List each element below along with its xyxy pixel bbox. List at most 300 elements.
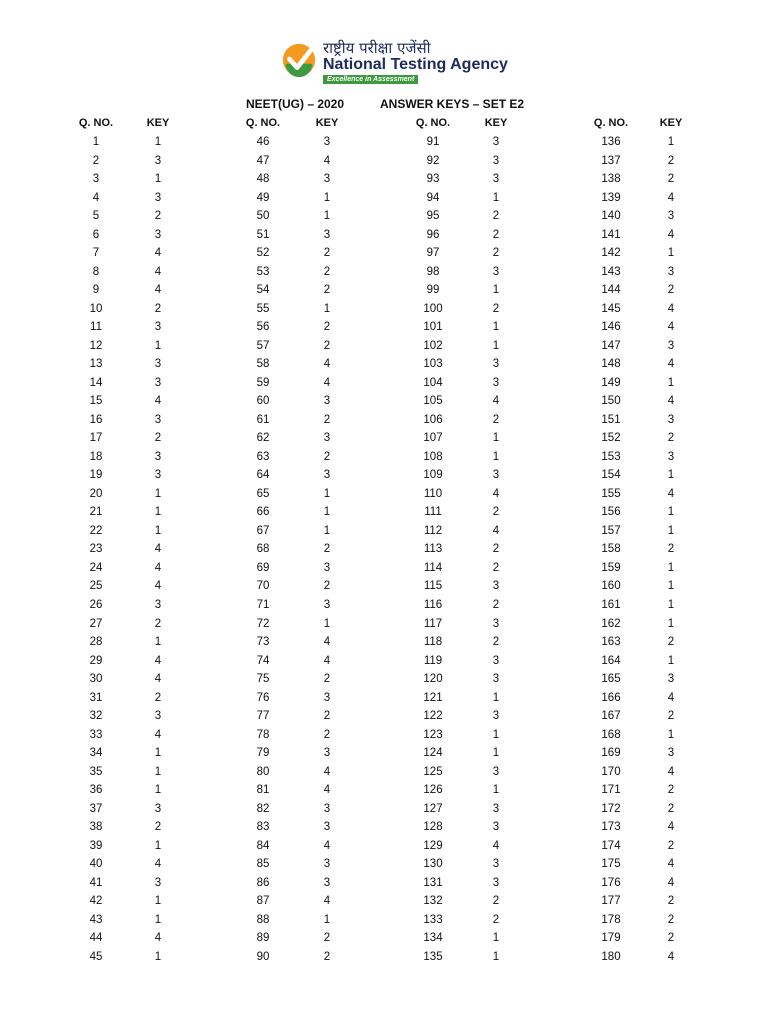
question-number-cell: 63 [256,450,270,463]
question-number-cell: 41 [89,876,103,889]
question-number-cell: 128 [423,821,443,834]
question-number-cell: 57 [256,339,270,352]
question-number-cell: 64 [256,469,270,482]
question-number-cell: 12 [89,339,103,352]
answer-key-cell: 2 [667,913,675,926]
question-number-cell: 37 [89,802,103,815]
nta-logo [280,38,520,88]
answer-key-cell: 3 [154,228,162,241]
answer-key-cell: 1 [667,376,675,389]
question-number-cell: 53 [256,265,270,278]
question-number-cell: 67 [256,524,270,537]
question-number-cell: 123 [423,728,443,741]
answer-key-cell: 3 [667,265,675,278]
question-number-cell: 145 [601,302,621,315]
answer-key-cell: 1 [667,506,675,519]
answer-key-cell: 3 [154,710,162,723]
question-number-cell: 78 [256,728,270,741]
question-number-cell: 77 [256,710,270,723]
answer-key-cell: 1 [492,432,500,445]
question-number-cell: 129 [423,839,443,852]
question-number-cell: 125 [423,765,443,778]
answer-key-cell: 3 [492,358,500,371]
answer-key-cell: 3 [492,469,500,482]
question-number-cell: 98 [426,265,440,278]
answer-key-cell: 3 [492,765,500,778]
question-number-cell: 3 [92,173,100,186]
question-number-cell: 122 [423,710,443,723]
answer-key-cell: 3 [667,450,675,463]
question-number-cell: 121 [423,691,443,704]
question-number-cell: 7 [92,247,100,260]
answer-key-cell: 3 [492,858,500,871]
question-number-cell: 141 [601,228,621,241]
question-number-cell: 154 [601,469,621,482]
answer-key-cell: 2 [667,543,675,556]
answer-key-cell: 3 [492,802,500,815]
answer-key-cell: 4 [492,839,500,852]
question-number-cell: 65 [256,487,270,500]
answer-key-cell: 3 [323,876,331,889]
question-number-cell: 97 [426,247,440,260]
answer-key-cell: 4 [154,580,162,593]
nta-logo-mark-icon [280,41,318,79]
answer-key-cell: 3 [492,617,500,630]
answer-key-cell: 2 [492,561,500,574]
answer-key-cell: 2 [667,284,675,297]
qno-column-header: Q. NO. [245,117,281,129]
question-number-cell: 45 [89,950,103,963]
answer-key-cell: 3 [492,876,500,889]
question-number-cell: 93 [426,173,440,186]
question-number-cell: 111 [424,506,442,519]
question-number-cell: 151 [601,413,621,426]
answer-key-cell: 3 [323,691,331,704]
answer-key-cell: 2 [667,710,675,723]
question-number-cell: 83 [256,821,270,834]
question-number-cell: 80 [256,765,270,778]
question-number-cell: 126 [423,784,443,797]
question-number-cell: 176 [601,876,621,889]
question-number-cell: 1 [92,136,100,148]
answer-key-cell: 2 [492,210,500,223]
question-number-cell: 163 [601,636,621,649]
question-number-cell: 159 [601,561,621,574]
question-number-cell: 21 [89,506,103,519]
question-number-cell: 24 [89,561,103,574]
question-number-cell: 38 [89,821,103,834]
answer-key-cell: 3 [323,802,331,815]
question-number-cell: 118 [423,636,443,649]
answer-key-cell: 3 [492,821,500,834]
answer-key-cell: 2 [323,932,331,945]
answer-key-cell: 3 [323,858,331,871]
answer-key-cell: 1 [492,321,500,334]
question-number-cell: 13 [89,358,103,371]
answer-key-cell: 3 [154,321,162,334]
answer-key-cell: 4 [667,191,675,204]
answer-key-cell: 4 [667,487,675,500]
answer-key-cell: 4 [154,543,162,556]
question-number-cell: 167 [601,710,621,723]
question-number-cell: 162 [601,617,621,630]
answer-key-cell: 2 [323,580,331,593]
answer-key-cell: 2 [154,617,162,630]
question-number-cell: 30 [89,673,103,686]
question-number-cell: 69 [256,561,270,574]
question-number-cell: 49 [256,191,270,204]
question-number-cell: 4 [92,191,100,204]
question-number-cell: 52 [256,247,270,260]
question-number-cell: 170 [601,765,621,778]
question-number-cell: 149 [601,376,621,389]
question-number-cell: 62 [256,432,270,445]
answer-key-cell: 3 [323,599,331,611]
question-number-cell: 139 [601,191,621,204]
question-number-cell: 172 [601,802,621,815]
answer-key-cell: 3 [492,580,500,593]
answer-key-cell: 3 [323,561,331,574]
question-number-cell: 102 [423,339,443,352]
question-number-cell: 15 [89,395,103,408]
question-number-cell: 6 [92,228,100,241]
answer-key-cell: 4 [323,765,331,778]
question-number-cell: 39 [89,839,103,852]
answer-key-cell: 4 [667,691,675,704]
answer-key-cell: 1 [323,617,331,630]
question-number-cell: 25 [89,580,103,593]
answer-key-cell: 4 [323,784,331,797]
answer-key-cell: 3 [323,747,331,760]
answer-key-cell: 3 [492,154,500,167]
question-number-cell: 142 [601,247,621,260]
question-number-cell: 108 [423,450,443,463]
question-number-cell: 133 [423,913,443,926]
question-number-cell: 19 [89,469,103,482]
question-number-cell: 29 [89,654,103,667]
question-number-cell: 70 [256,580,270,593]
question-number-cell: 87 [256,895,270,908]
question-number-cell: 113 [423,543,443,556]
answer-key-cell: 2 [492,543,500,556]
answer-key-cell: 1 [154,839,162,852]
question-number-cell: 74 [256,654,270,667]
question-number-cell: 160 [601,580,621,593]
answer-key-cell: 1 [492,747,500,760]
answer-key-cell: 1 [154,173,162,186]
answer-key-cell: 1 [492,784,500,797]
key-column-header: KEY [315,117,339,129]
question-number-cell: 89 [256,932,270,945]
answer-key-cell: 4 [667,358,675,371]
answer-key-cell: 2 [492,413,500,426]
answer-key-cell: 1 [154,487,162,500]
answer-key-cell: 4 [667,858,675,871]
answer-key-cell: 3 [492,673,500,686]
question-number-cell: 20 [89,487,103,500]
answer-key-cell: 2 [154,432,162,445]
answer-key-cell: 4 [492,524,500,537]
question-number-cell: 165 [601,673,621,686]
answer-key-cell: 2 [323,265,331,278]
answer-key-cell: 4 [492,487,500,500]
qno-column-header: Q. NO. [415,117,451,129]
question-number-cell: 164 [601,654,621,667]
question-number-cell: 8 [92,265,100,278]
answer-key-cell: 4 [154,932,162,945]
answer-key-cell: 2 [323,284,331,297]
question-number-cell: 10 [89,302,103,315]
answer-key-cell: 1 [323,302,331,315]
answer-key-cell: 2 [323,321,331,334]
answer-key-cell: 1 [667,617,675,630]
answer-key-cell: 2 [323,339,331,352]
answer-key-cell: 2 [667,432,675,445]
answer-key-cell: 3 [154,191,162,204]
question-number-cell: 50 [256,210,270,223]
answer-key-cell: 3 [154,469,162,482]
answer-key-cell: 2 [154,821,162,834]
key-column-header: KEY [659,117,683,129]
question-number-cell: 169 [601,747,621,760]
answer-key-cell: 1 [323,506,331,519]
answer-key-cell: 3 [492,265,500,278]
question-number-cell: 138 [601,173,621,186]
question-number-cell: 54 [256,284,270,297]
answer-key-cell: 4 [154,858,162,871]
answer-key-cell: 3 [154,358,162,371]
agency-tagline: Excellence in Assessment [323,75,418,84]
question-number-cell: 107 [423,432,443,445]
answer-key-cell: 2 [323,247,331,260]
answer-key-cell: 4 [154,284,162,297]
answer-key-cell: 2 [492,895,500,908]
question-number-cell: 137 [601,154,621,167]
question-number-cell: 180 [601,950,621,963]
question-number-cell: 73 [256,636,270,649]
question-number-cell: 158 [601,543,621,556]
answer-key-cell: 4 [323,839,331,852]
answer-key-cell: 2 [667,173,675,186]
question-number-cell: 114 [423,561,443,574]
question-number-cell: 130 [423,858,443,871]
question-number-cell: 88 [256,913,270,926]
answer-key-cell: 1 [154,136,162,148]
answer-key-cell: 2 [492,302,500,315]
question-number-cell: 116 [423,599,443,611]
answer-key-cell: 4 [154,395,162,408]
answer-key-cell: 2 [154,210,162,223]
answer-key-cell: 2 [154,691,162,704]
answer-key-cell: 4 [667,302,675,315]
question-number-cell: 110 [423,487,443,500]
question-number-cell: 96 [426,228,440,241]
question-number-cell: 103 [423,358,443,371]
answer-key-cell: 3 [154,802,162,815]
question-number-cell: 157 [601,524,621,537]
question-number-cell: 47 [256,154,270,167]
question-number-cell: 66 [256,506,270,519]
answer-key-cell: 2 [154,302,162,315]
answer-key-cell: 3 [323,136,331,148]
question-number-cell: 143 [601,265,621,278]
key-column-header: KEY [484,117,508,129]
answer-key-cell: 1 [667,654,675,667]
answer-key-cell: 4 [154,561,162,574]
answer-key-cell: 2 [492,636,500,649]
answer-key-cell: 3 [492,654,500,667]
answer-key-cell: 1 [492,191,500,204]
answer-key-cell: 4 [154,654,162,667]
question-number-cell: 156 [601,506,621,519]
question-number-cell: 36 [89,784,103,797]
answer-key-cell: 2 [667,636,675,649]
answer-key-cell: 3 [667,673,675,686]
answer-key-cell: 4 [323,654,331,667]
answer-key-cell: 3 [323,395,331,408]
answer-key-cell: 2 [323,413,331,426]
exam-title: NEET(UG) – 2020 [246,97,345,111]
question-number-cell: 94 [426,191,440,204]
question-number-cell: 23 [89,543,103,556]
qno-column-header: Q. NO. [593,117,629,129]
answer-key-cell: 1 [323,210,331,223]
answer-key-cell: 1 [667,728,675,741]
question-number-cell: 148 [601,358,621,371]
answer-key-cell: 1 [323,191,331,204]
question-number-cell: 26 [89,599,103,611]
answer-key-cell: 4 [667,950,675,963]
question-number-cell: 119 [423,654,443,667]
answer-key-cell: 3 [492,710,500,723]
question-number-cell: 106 [423,413,443,426]
answer-key-cell: 1 [154,784,162,797]
answer-key-cell: 1 [667,561,675,574]
answer-key-cell: 2 [323,543,331,556]
answer-key-cell: 4 [667,876,675,889]
answer-key-cell: 1 [323,487,331,500]
answer-key-cell: 3 [154,599,162,611]
answer-key-cell: 3 [492,136,500,148]
question-number-cell: 91 [426,136,440,148]
answer-key-cell: 2 [492,247,500,260]
question-number-cell: 146 [601,321,621,334]
question-number-cell: 101 [423,321,443,334]
answer-key-cell: 3 [492,173,500,186]
answer-key-cell: 1 [154,950,162,963]
question-number-cell: 42 [89,895,103,908]
question-number-cell: 82 [256,802,270,815]
question-number-cell: 56 [256,321,270,334]
question-number-cell: 152 [601,432,621,445]
question-number-cell: 2 [92,154,100,167]
answer-key-cell: 2 [667,154,675,167]
answer-key-cell: 4 [323,636,331,649]
question-number-cell: 55 [256,302,270,315]
question-number-cell: 16 [89,413,103,426]
question-number-cell: 76 [256,691,270,704]
answer-key-cell: 1 [154,765,162,778]
answer-key-cell: 4 [154,265,162,278]
answer-key-cell: 1 [667,247,675,260]
answer-key-cell: 4 [323,154,331,167]
question-number-cell: 48 [256,173,270,186]
question-number-cell: 153 [601,450,621,463]
answer-key-cell: 1 [492,339,500,352]
question-number-cell: 72 [256,617,270,630]
answer-key-cell: 3 [154,876,162,889]
question-number-cell: 60 [256,395,270,408]
answer-key-cell: 4 [667,321,675,334]
answer-key-cell: 2 [667,895,675,908]
answer-key-cell: 1 [323,913,331,926]
answer-key-cell: 2 [323,728,331,741]
answer-key-cell: 1 [492,450,500,463]
question-number-cell: 144 [601,284,621,297]
question-number-cell: 127 [423,802,443,815]
answer-key-cell: 1 [492,284,500,297]
question-number-cell: 174 [601,839,621,852]
answer-key-cell: 3 [667,339,675,352]
question-number-cell: 32 [89,710,103,723]
answer-key-cell: 3 [667,413,675,426]
question-number-cell: 136 [601,136,621,148]
question-number-cell: 81 [256,784,270,797]
answer-key-cell: 2 [492,913,500,926]
question-number-cell: 147 [601,339,621,352]
answer-key-cell: 3 [323,821,331,834]
question-number-cell: 161 [601,599,621,611]
answer-key-cell: 4 [154,673,162,686]
answer-key-cell: 1 [667,580,675,593]
answer-key-cell: 4 [667,765,675,778]
answer-key-cell: 2 [667,932,675,945]
answer-key-cell: 2 [323,450,331,463]
answer-key-cell: 4 [154,247,162,260]
question-number-cell: 173 [601,821,621,834]
question-number-cell: 132 [423,895,443,908]
answer-key-cell: 3 [492,376,500,389]
answer-key-cell: 3 [323,432,331,445]
question-number-cell: 59 [256,376,270,389]
answer-key-cell: 2 [492,599,500,611]
answer-key-cell: 2 [667,802,675,815]
qno-column-header: Q. NO. [78,117,114,129]
answer-key-cell: 1 [154,524,162,537]
question-number-cell: 75 [256,673,270,686]
answer-key-cell: 1 [492,950,500,963]
question-number-cell: 112 [423,524,443,537]
question-number-cell: 140 [601,210,621,223]
agency-name-english: National Testing Agency [323,56,508,73]
question-number-cell: 117 [423,617,443,630]
question-number-cell: 27 [89,617,103,630]
answer-key-cell: 3 [154,376,162,389]
question-number-cell: 58 [256,358,270,371]
question-number-cell: 31 [89,691,103,704]
answer-key-cell: 4 [492,395,500,408]
question-number-cell: 178 [601,913,621,926]
question-number-cell: 46 [256,136,270,148]
question-number-cell: 150 [601,395,621,408]
question-number-cell: 86 [256,876,270,889]
question-number-cell: 14 [89,376,103,389]
answer-key-cell: 1 [154,913,162,926]
question-number-cell: 104 [423,376,443,389]
answer-key-set-title: ANSWER KEYS – SET E2 [380,97,525,111]
question-number-cell: 177 [601,895,621,908]
question-number-cell: 44 [89,932,103,945]
